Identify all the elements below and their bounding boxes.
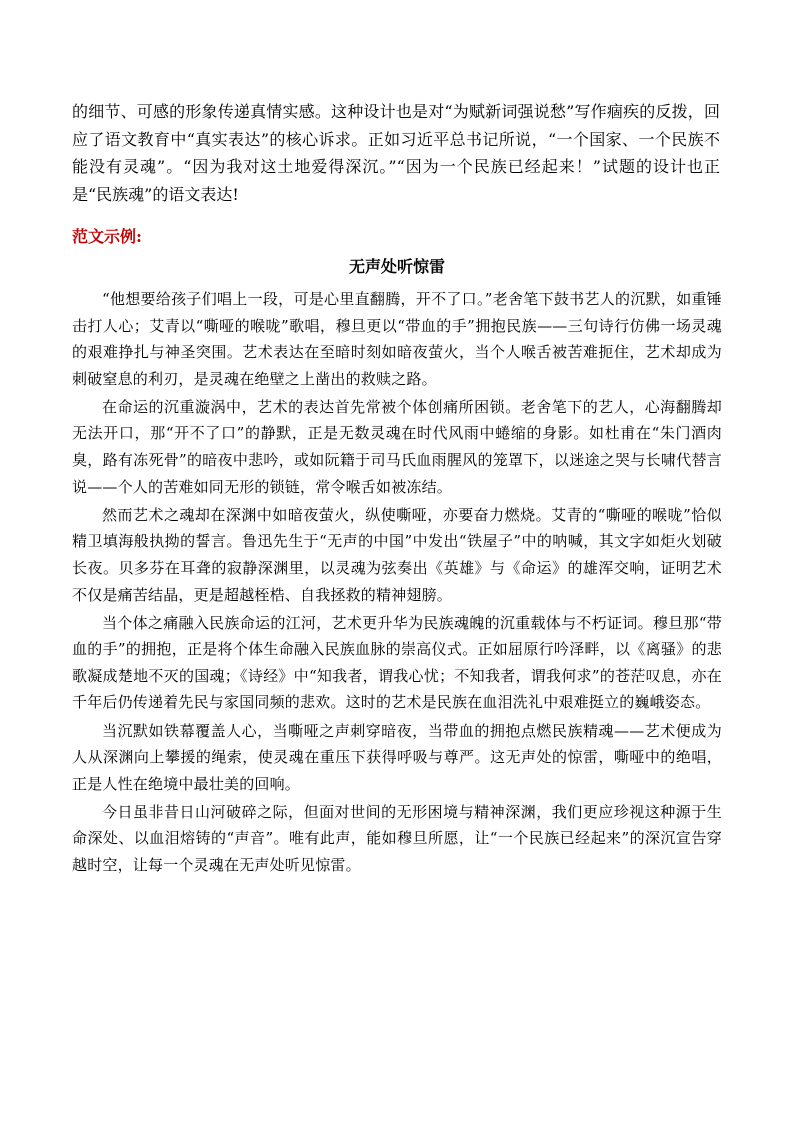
essay-paragraph: 当个体之痛融入民族命运的江河，艺术更升华为民族魂魄的沉重载体与不朽证词。穆旦那“带血的手”的拥抱，正是将个体生命融入民族血脉的崇高仪式。正如屈原行吟泽畔，以《离骚》的悲歌凝成楚地不灭的国魂；《诗经》中“知我者，谓我心忧；不知我者，谓我何求”的苍茫叹息，亦在千年后仍传递着先民与家国同频的悲欢。这时的艺术是民族在血泪洗礼中艰难挺立的巍峨姿态。 [72, 613, 722, 712]
essay-body [72, 286, 722, 880]
essay-paragraph: 今日虽非昔日山河破碎之际，但面对世间的无形困境与精神深渊，我们更应珍视这种源于生命深处、以血泪熔铸的“声音”。唯有此声，能如穆旦所愿，让“一个民族已经起来”的深沉宣告穿越时空，让每一个灵魂在无声处听见惊雷。 [72, 802, 722, 874]
essay-paragraph: 当沉默如铁幕覆盖人心，当嘶哑之声刺穿暗夜，当带血的拥抱点燃民族精魂——艺术便成为人从深渊向上攀援的绳索，使灵魂在重压下获得呼吸与尊严。这无声处的惊雷，嘶哑中的绝唱，正是人性在绝境中最壮美的回响。 [72, 721, 722, 793]
essay-paragraph: 在命运的沉重漩涡中，艺术的表达首先常被个体创痛所困锁。老舍笔下的艺人，心海翻腾却无法开口，那“开不了口”的静默，正是无数灵魂在时代风雨中蜷缩的身影。如杜甫在“朱门酒肉臭，路有冻死骨”的暗夜中悲吟，或如阮籍于司马氏血雨腥风的笼罩下，以迷途之哭与长啸代替言说——个人的苦难如同无形的锁链，常令喉舌如被冻结。 [72, 397, 722, 496]
intro-paragraph: 的细节、可感的形象传递真情实感。这种设计也是对“为赋新词强说愁”写作痼疾的反拨，回应了语文教育中“真实表达”的核心诉求。正如习近平总书记所说，“一个国家、一个民族不能没有灵魂”。“因为我对这土地爱得深沉。”“因为一个民族已经起来！”试题的设计也正是“民族魂”的语文表达! [72, 102, 720, 204]
essay-paragraph: “他想要给孩子们唱上一段，可是心里直翻腾，开不了口。”老舍笔下鼓书艺人的沉默，如重锤击打人心；艾青以“嘶哑的喉咙”歌唱，穆旦更以“带血的手”拥抱民族——三句诗行仿佛一场灵魂的艰难挣扎与神圣突围。艺术表达在至暗时刻如暗夜萤火，当个人喉舌被苦难扼住，艺术却成为刺破窒息的利刃，是灵魂在绝壁之上凿出的救赎之路。 [72, 290, 722, 388]
section-label: 范文示例: [72, 227, 142, 246]
essay-paragraph: 然而艺术之魂却在深渊中如暗夜萤火，纵使嘶哑，亦要奋力燃烧。艾青的“嘶哑的喉咙”恰似精卫填海般执拗的誓言。鲁迅先生于“无声的中国”中发出“铁屋子”中的呐喊，其文字如炬火划破长夜。贝多芬在耳聋的寂静深渊里，以灵魂为弦奏出《英雄》与《命运》的雄浑交响，证明艺术不仅是痛苦结晶，更是超越桎梏、自我拯救的精神翅膀。 [72, 505, 722, 604]
essay-title: 无声处听惊雷 [348, 257, 445, 276]
